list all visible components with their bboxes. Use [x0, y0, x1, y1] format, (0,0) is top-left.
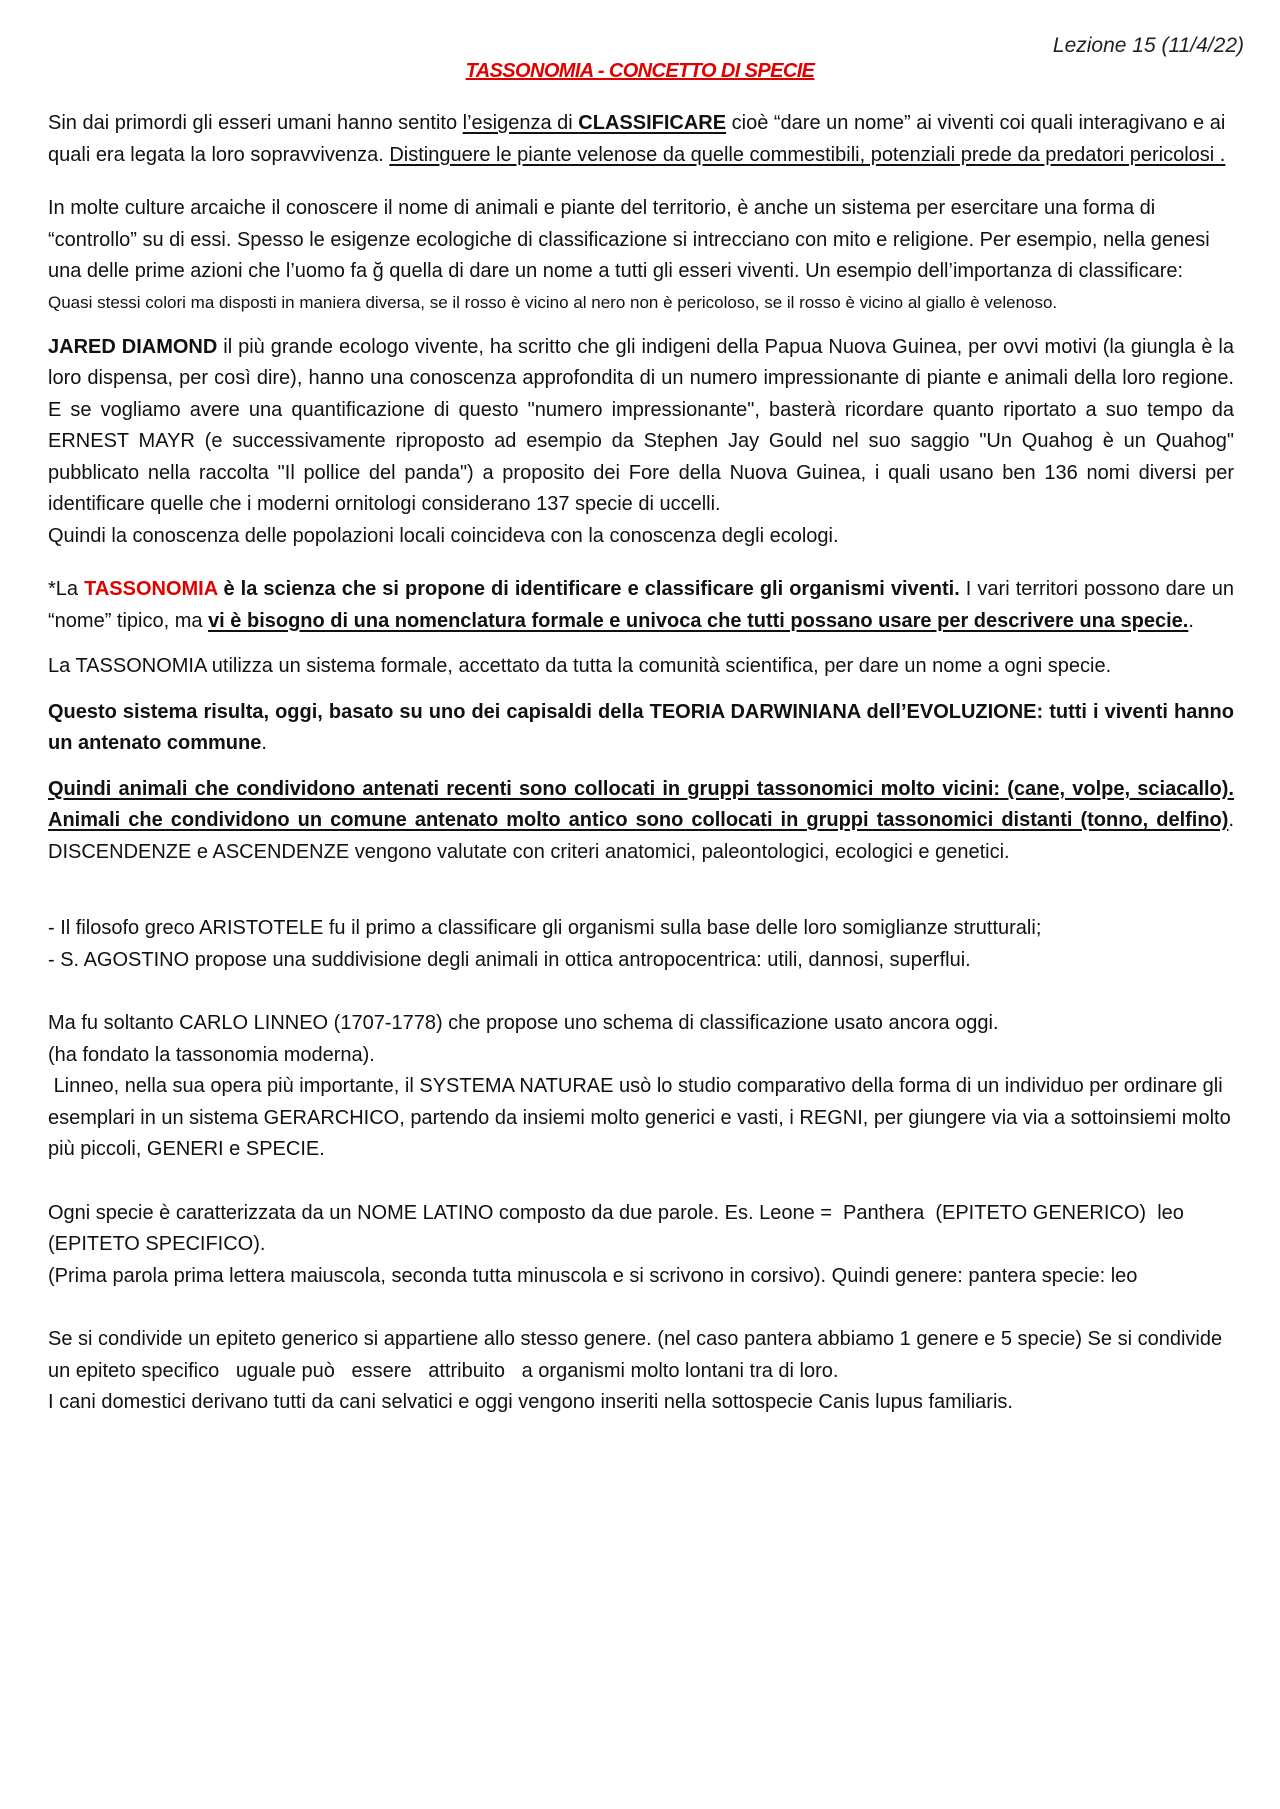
page-title: TASSONOMIA - CONCETTO DI SPECIE	[465, 60, 815, 82]
text-run: Se si condivide un epiteto generico si appartiene allo stesso genere. (nel caso pantera abbiamo 1 genere e 5 specie) Se si condivide un epiteto specifico uguale può essere attribuito a organismi molto lontani tra di loro.	[48, 1328, 1228, 1382]
text-run: Quindi la conoscenza delle popolazioni locali coincideva con la conoscenza degli ecologi.	[48, 524, 839, 547]
keyword-classificare: CLASSIFICARE	[578, 112, 727, 134]
paragraph-intro	[48, 108, 1234, 171]
text-run: Linneo, nella sua opera più importante, il SYSTEMA NATURAE usò lo studio comparativo della forma di un individuo per ordinare gli esemplari in un sistema GERARCHICO, partendo da insiemi molto generici e vasti, i REGNI, per giungere via via a sottoinsiemi molto più piccoli, GENERI e SPECIE.	[48, 1075, 1237, 1160]
text-run: (ha fondato la tassonomia moderna).	[48, 1043, 375, 1066]
paragraph-linneo	[48, 1008, 1237, 1166]
paragraph-ancestors	[48, 774, 1234, 869]
document-body	[48, 108, 1237, 1433]
keyword-tassonomia: TASSONOMIA	[84, 578, 218, 600]
text-run-bold-underlined: Quindi animali che condividono antenati recenti sono collocati in gruppi tassonomici molto vicini: (cane, volpe, sciacallo). Animali che condividono un comune antenato molto antico sono collocati in gruppi tassonomici distanti (tonno, delfino)	[48, 777, 1234, 831]
text-run: Ogni specie è caratterizzata da un NOME LATINO composto da due parole. Es. Leone = Panthera (EPITETO GENERICO) leo (EPITETO SPECIFICO).	[48, 1201, 1196, 1255]
paragraph-tassonomia-definition	[48, 574, 1234, 637]
text-run: .	[261, 732, 267, 754]
text-run: .	[1188, 609, 1194, 632]
text-run: Ma fu soltanto CARLO LINNEO (1707-1778) che propose uno schema di classificazione usato ancora oggi.	[48, 1012, 999, 1034]
text-run: I vari territori possono dare un “nome” tipico, ma	[48, 578, 1234, 632]
text-run: Sin dai primordi gli esseri umani hanno sentito	[48, 112, 463, 134]
text-run: (Prima parola prima lettera maiuscola, seconda tutta minuscola e si scrivono in corsivo). Quindi genere: pantera specie: leo	[48, 1264, 1138, 1287]
text-run: il più grande ecologo vivente, ha scritto che gli indigeni della Papua Nuova Guinea, per ovvi motivi (la giungla è la loro dispensa, per così dire), hanno una conoscenza approfondita di un numero impressionante di piante e animali della loro regione. E se vogliamo avere una quantificazione di questo "numero impressionante", basterà ricordare quanto riportato a suo tempo da ERNEST MAYR (e successivamente riproposto ad esempio da Stephen Jay Gould nel suo saggio "Un Quahog è un Quahog" pubblicato nella raccolta "Il pollice del panda") a proposito dei Fore della Nuova Guinea, i quali usano ben 136 nomi diversi per identificare quelle che i moderni ornitologi considerano 137 specie di uccelli.	[48, 335, 1234, 515]
text-run-bold: Questo sistema risulta, oggi, basato su uno dei capisaldi della TEORIA DARWINIANA dell’EVOLUZIONE: tutti i viventi hanno un antenato commune	[48, 700, 1234, 754]
text-run-bold-underlined: vi è bisogno di una nomenclatura formale e univoca che tutti possano usare per descrivere una specie.	[208, 609, 1189, 632]
paragraph-darwin	[48, 697, 1234, 760]
list-item: - Il filosofo greco ARISTOTELE fu il primo a classificare gli organismi sulla base delle loro somiglianze strutturali;	[48, 917, 1042, 939]
text-run: *La	[48, 578, 85, 600]
lecture-label: Lezione 15 (11/4/22)	[1052, 34, 1244, 57]
paragraph-cultures: In molte culture arcaiche il conoscere il nome di animali e piante del territorio, è anche un sistema per esercitare una forma di “controllo” su di essi. Spesso le esigenze ecologiche di classificazione si intrecciano con mito e religione. Per esempio, nella genesi una delle prime azioni che l’uomo fa ğ quella di dare un nome a tutti gli esseri viventi. Un esempio dell’importanza di classificare:	[48, 197, 1210, 282]
text-run-bold: è la scienza che si propone di identificare e classificare gli organismi viventi.	[217, 578, 960, 600]
paragraph-jared-diamond	[48, 332, 1234, 553]
paragraph-formal-system: La TASSONOMIA utilizza un sistema formale, accettato da tutta la comunità scientifica, per dare un nome a ogni specie.	[48, 655, 1112, 677]
paragraph-latin-name	[48, 1198, 1234, 1293]
paragraph-history	[48, 913, 1234, 976]
text-run: . DISCENDENZE e ASCENDENZE vengono valutate con criteri anatomici, paleontologici, ecologici e genetici.	[48, 809, 1234, 863]
text-run-underlined: l’esigenza di	[462, 112, 579, 134]
text-run-underlined: Distinguere le piante velenose da quelle commestibili, potenziali prede da predatori pericolosi .	[389, 143, 1226, 166]
text-run: I cani domestici derivano tutti da cani selvatici e oggi vengono inseriti nella sottospecie Canis lupus familiaris.	[48, 1391, 1013, 1413]
text-run: cioè “dare un nome” ai viventi coi quali interagivano e ai quali era legata la loro sopravvivenza.	[48, 112, 1226, 166]
paragraph-epithets	[48, 1324, 1234, 1419]
name-jared-diamond: JARED DIAMOND	[48, 335, 218, 358]
list-item: - S. AGOSTINO propose una suddivisione degli animali in ottica antropocentrica: utili, dannosi, superflui.	[48, 948, 971, 971]
paragraph-colors-example: Quasi stessi colori ma disposti in maniera diversa, se il rosso è vicino al nero non è pericoloso, se il rosso è vicino al giallo è velenoso.	[48, 292, 1058, 312]
